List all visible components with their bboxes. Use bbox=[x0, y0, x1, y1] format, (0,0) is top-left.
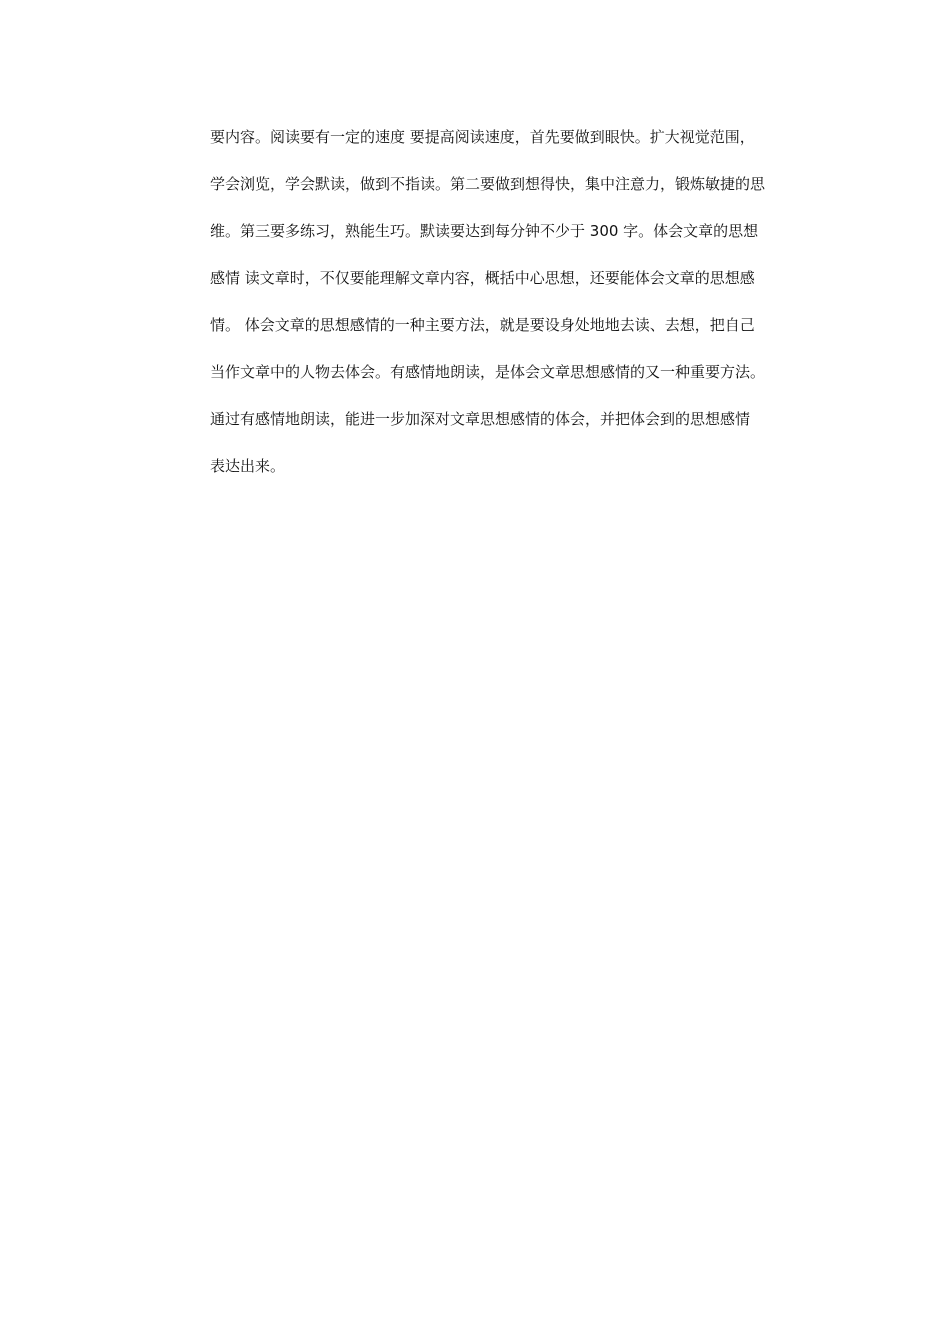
text-line-2: 学会浏览，学会默读，做到不指读。第二要做到想得快，集中注意力，锻炼敏捷的思 bbox=[210, 175, 766, 193]
text-line-1: 要内容。阅读要有一定的速度 要提高阅读速度，首先要做到眼快。扩大视觉范围， bbox=[210, 128, 755, 146]
text-line-4: 感情 读文章时，不仅要能理解文章内容，概括中心思想，还要能体会文章的思想感 bbox=[210, 269, 755, 287]
text-line-3: 维。第三要多练习，熟能生巧。默读要达到每分钟不少于 300 字。体会文章的思想 bbox=[210, 222, 759, 240]
text-line-7: 通过有感情地朗读，能进一步加深对文章思想感情的体会，并把体会到的思想感情 bbox=[210, 410, 751, 428]
text-line-5: 情。 体会文章的思想感情的一种主要方法，就是要设身处地地去读、去想，把自己 bbox=[210, 316, 755, 334]
body-text bbox=[210, 124, 820, 500]
text-line-6: 当作文章中的人物去体会。有感情地朗读，是体会文章思想感情的又一种重要方法。 bbox=[210, 363, 766, 381]
text-line-8: 表达出来。 bbox=[210, 457, 286, 475]
